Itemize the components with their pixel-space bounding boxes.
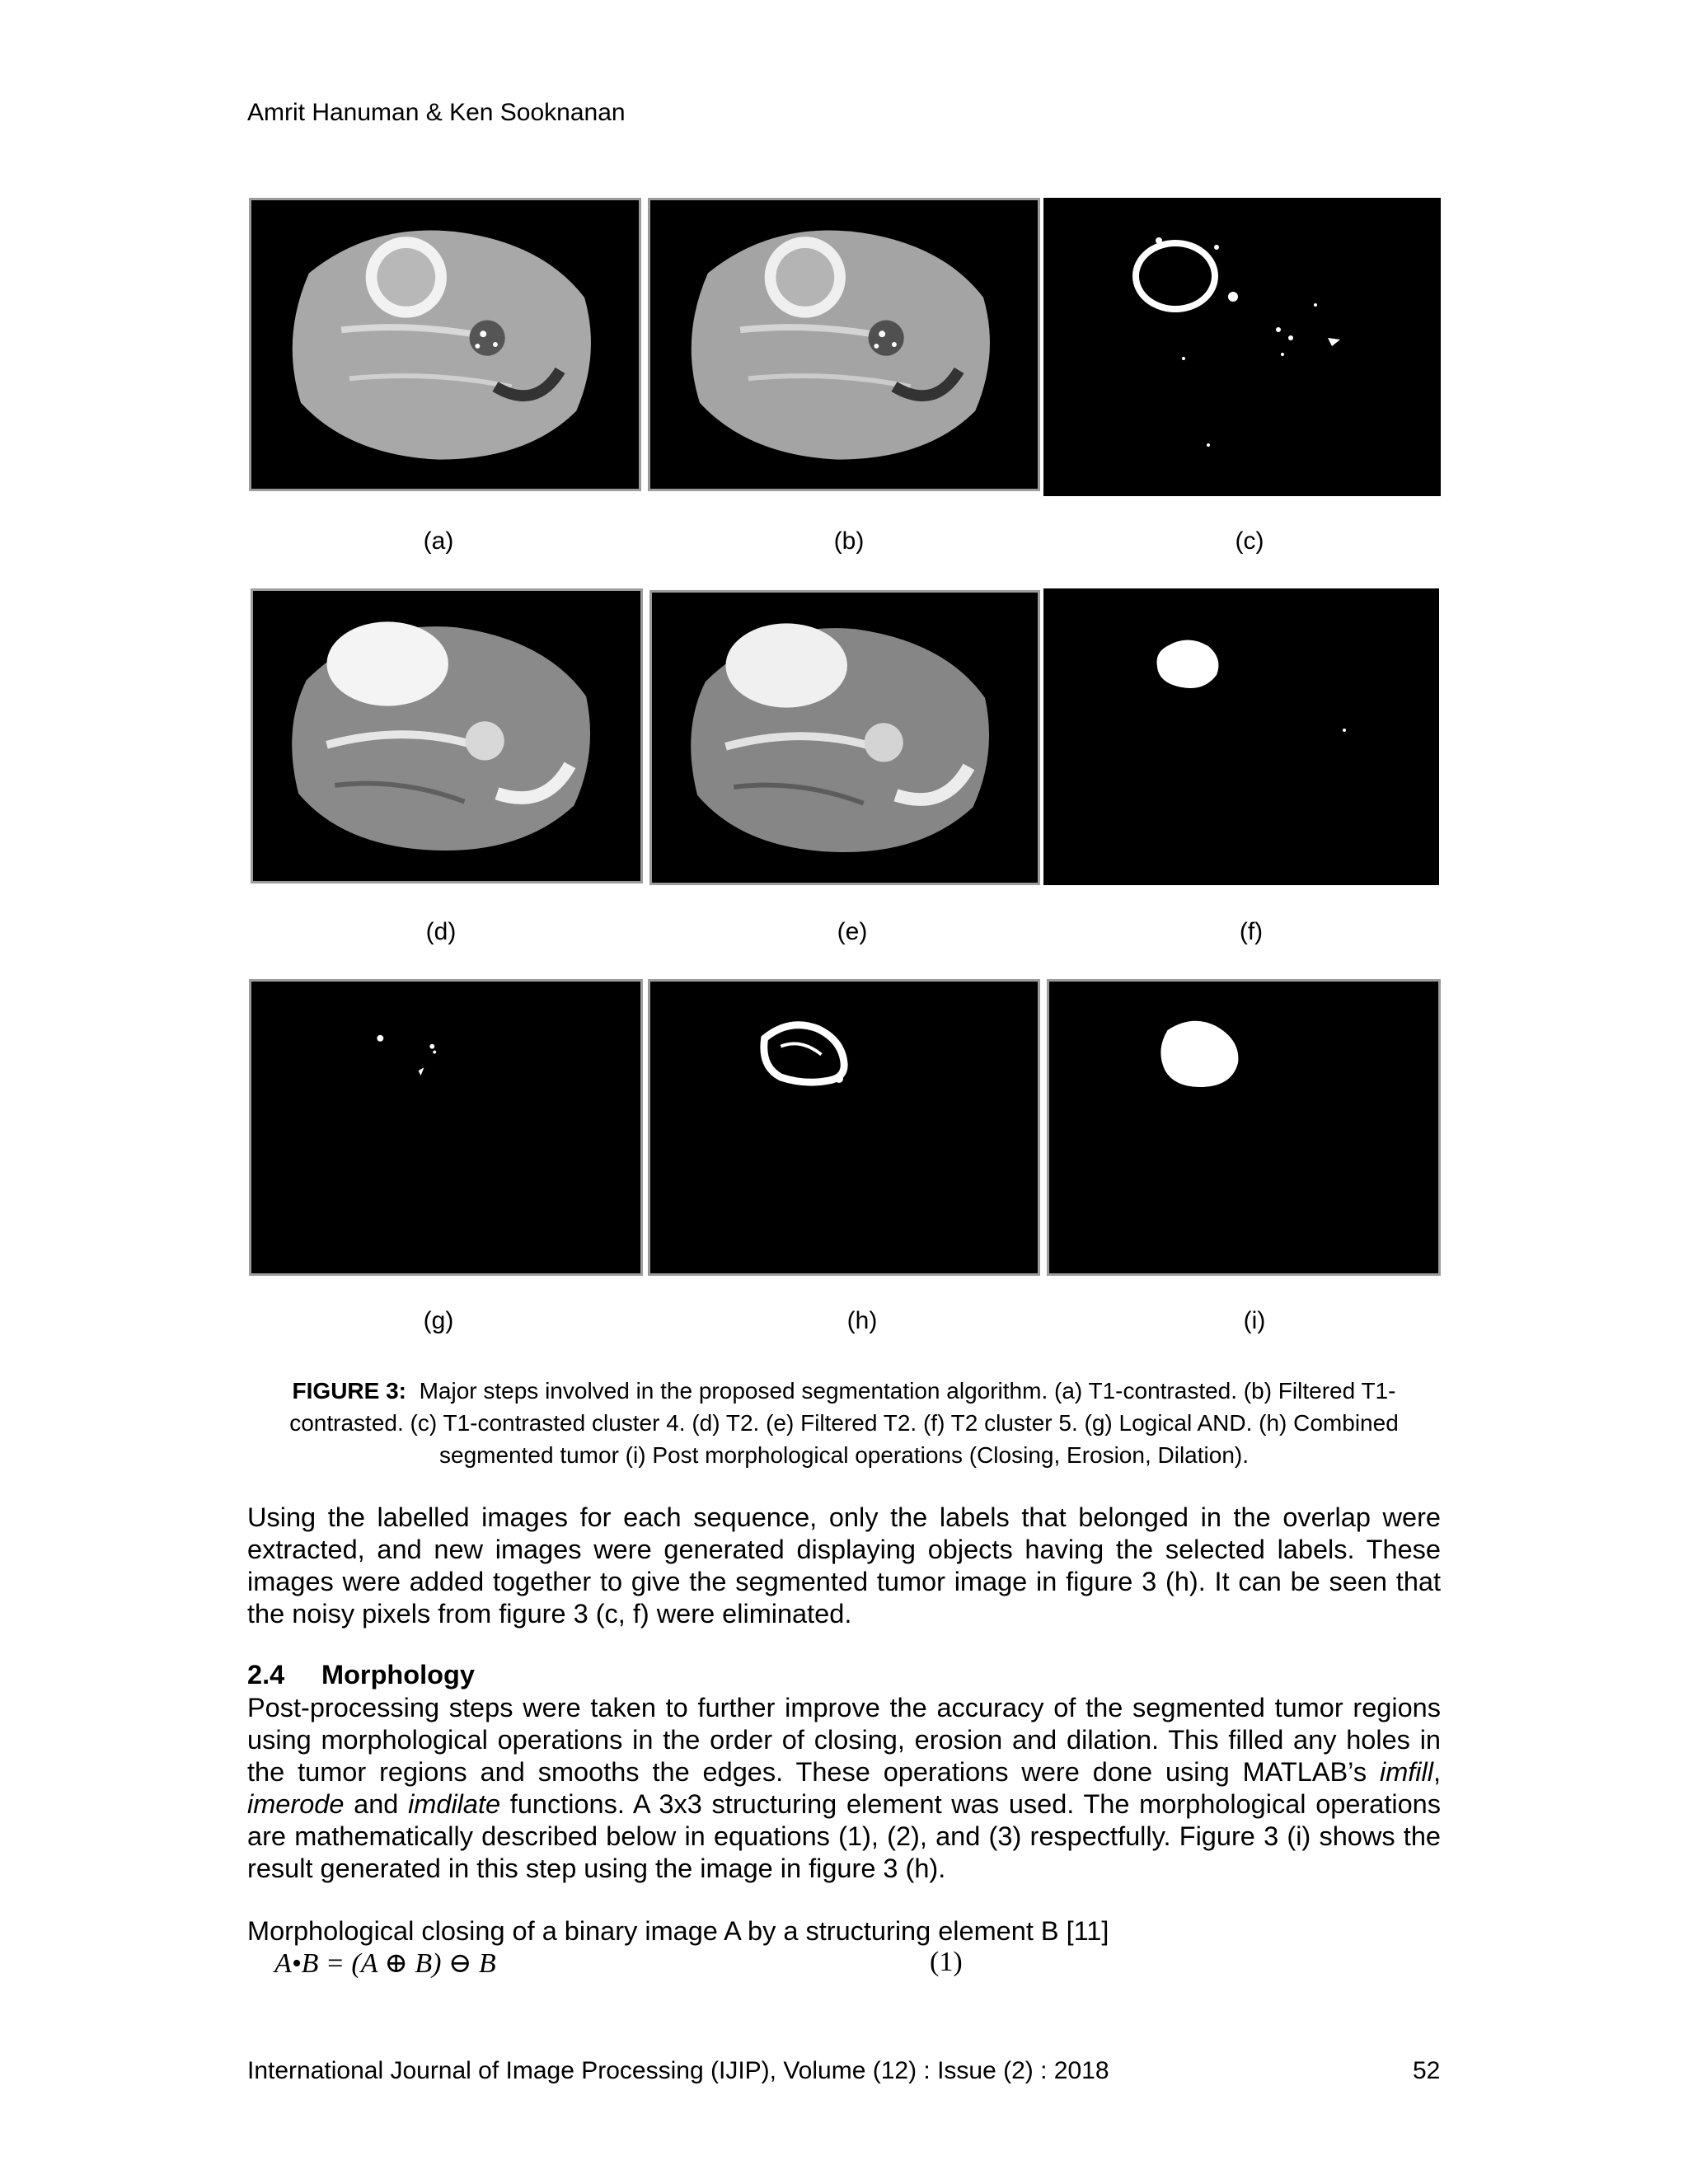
figure-caption-text: Major steps involved in the proposed segmentation algorithm. (a) T1-contrasted. (b) Filtered T1-contrasted. (c) T1-contrasted cluster 4. (d) T2. (e) Filtered T2. (f) T2 cluster 5. (g) Logical AND. (h) Combined segmented tumor (i) Post morphological operations (Closing, Erosion, Dilation). [289,1378,1399,1468]
figure-caption-label: FIGURE 3: [292,1378,407,1404]
separator-1: , [1432,1757,1441,1787]
paragraph-morphology-text-2: functions. A 3x3 structuring element was used. The morphological operations are mathematically described below in equations (1), (2), and (3) respectfully. Figure 3 (i) shows the result generated in this step using the image in figure 3 (h). [247,1789,1441,1883]
panel-label-b: (b) [833,527,865,555]
paragraph-closing-definition: Morphological closing of a binary image A by a structuring element B [11] [247,1916,1109,1946]
panel-label-f: (f) [1239,918,1264,945]
t2-cluster5-mask [1043,588,1439,885]
section-number: 2.4 [247,1660,285,1690]
panel-label-h: (h) [846,1307,878,1334]
panel-label-d: (d) [425,918,457,945]
figure-panel-e-filtered-t2 [649,590,1040,885]
page-number: 52 [1413,2057,1441,2084]
combined-tumor-mask [650,982,1038,1273]
brain-t1-image [251,200,639,489]
separator-2: and [344,1789,409,1819]
footer-journal: International Journal of Image Processing (IJIP), Volume (12) : Issue (2) : 2018 [247,2057,1109,2084]
brain-t2-image [253,591,640,881]
brain-filtered-t1-image [650,200,1038,489]
figure-panel-d-t2 [251,588,643,883]
section-heading [247,1660,475,1690]
brain-filtered-t2-image [652,593,1038,883]
panel-label-c: (c) [1235,527,1264,555]
panel-label-g: (g) [423,1307,454,1334]
figure-panel-c-t1-cluster4 [1043,198,1441,496]
figure-panel-g-logical-and [249,979,643,1276]
equation-number: (1) [930,1947,963,1977]
panel-label-e: (e) [837,918,868,945]
function-imdilate: imdilate [408,1789,501,1819]
figure-panel-f-t2-cluster5 [1043,588,1439,885]
post-morphology-mask [1049,982,1438,1273]
panel-label-i: (i) [1243,1307,1266,1334]
running-header-authors: Amrit Hanuman & Ken Sooknanan [247,99,626,126]
logical-and-mask [251,982,640,1273]
panel-label-a: (a) [423,527,454,555]
figure-caption [247,1375,1441,1471]
paragraph-labelled-images: Using the labelled images for each sequence, only the labels that belonged in the overlap were extracted, and new images were generated displaying objects having the selected labels. These images were added together to give the segmented tumor image in figure 3 (h). It can be seen that the noisy pixels from figure 3 (c, f) were eliminated. [247,1502,1441,1629]
paragraph-morphology-text-1: Post-processing steps were taken to further improve the accuracy of the segmented tumor regions using morphological operations in the order of closing, erosion and dilation. This filled any holes in the tumor regions and smooths the edges. These operations were done using MATLAB’s [247,1693,1441,1787]
equation-closing: A•B = (A ⊕ B) ⊖ B [274,1948,496,1979]
section-title: Morphology [321,1660,475,1690]
paragraph-morphology [247,1692,1441,1885]
figure-panel-h-combined-tumor [648,979,1040,1276]
function-imfill: imfill [1379,1757,1433,1787]
figure-panel-b-filtered-t1 [648,198,1040,491]
figure-panel-a-t1-contrasted [249,198,641,491]
t1-cluster4-mask [1043,198,1441,496]
figure-panel-i-post-morphology [1047,979,1441,1276]
function-imerode: imerode [247,1789,345,1819]
